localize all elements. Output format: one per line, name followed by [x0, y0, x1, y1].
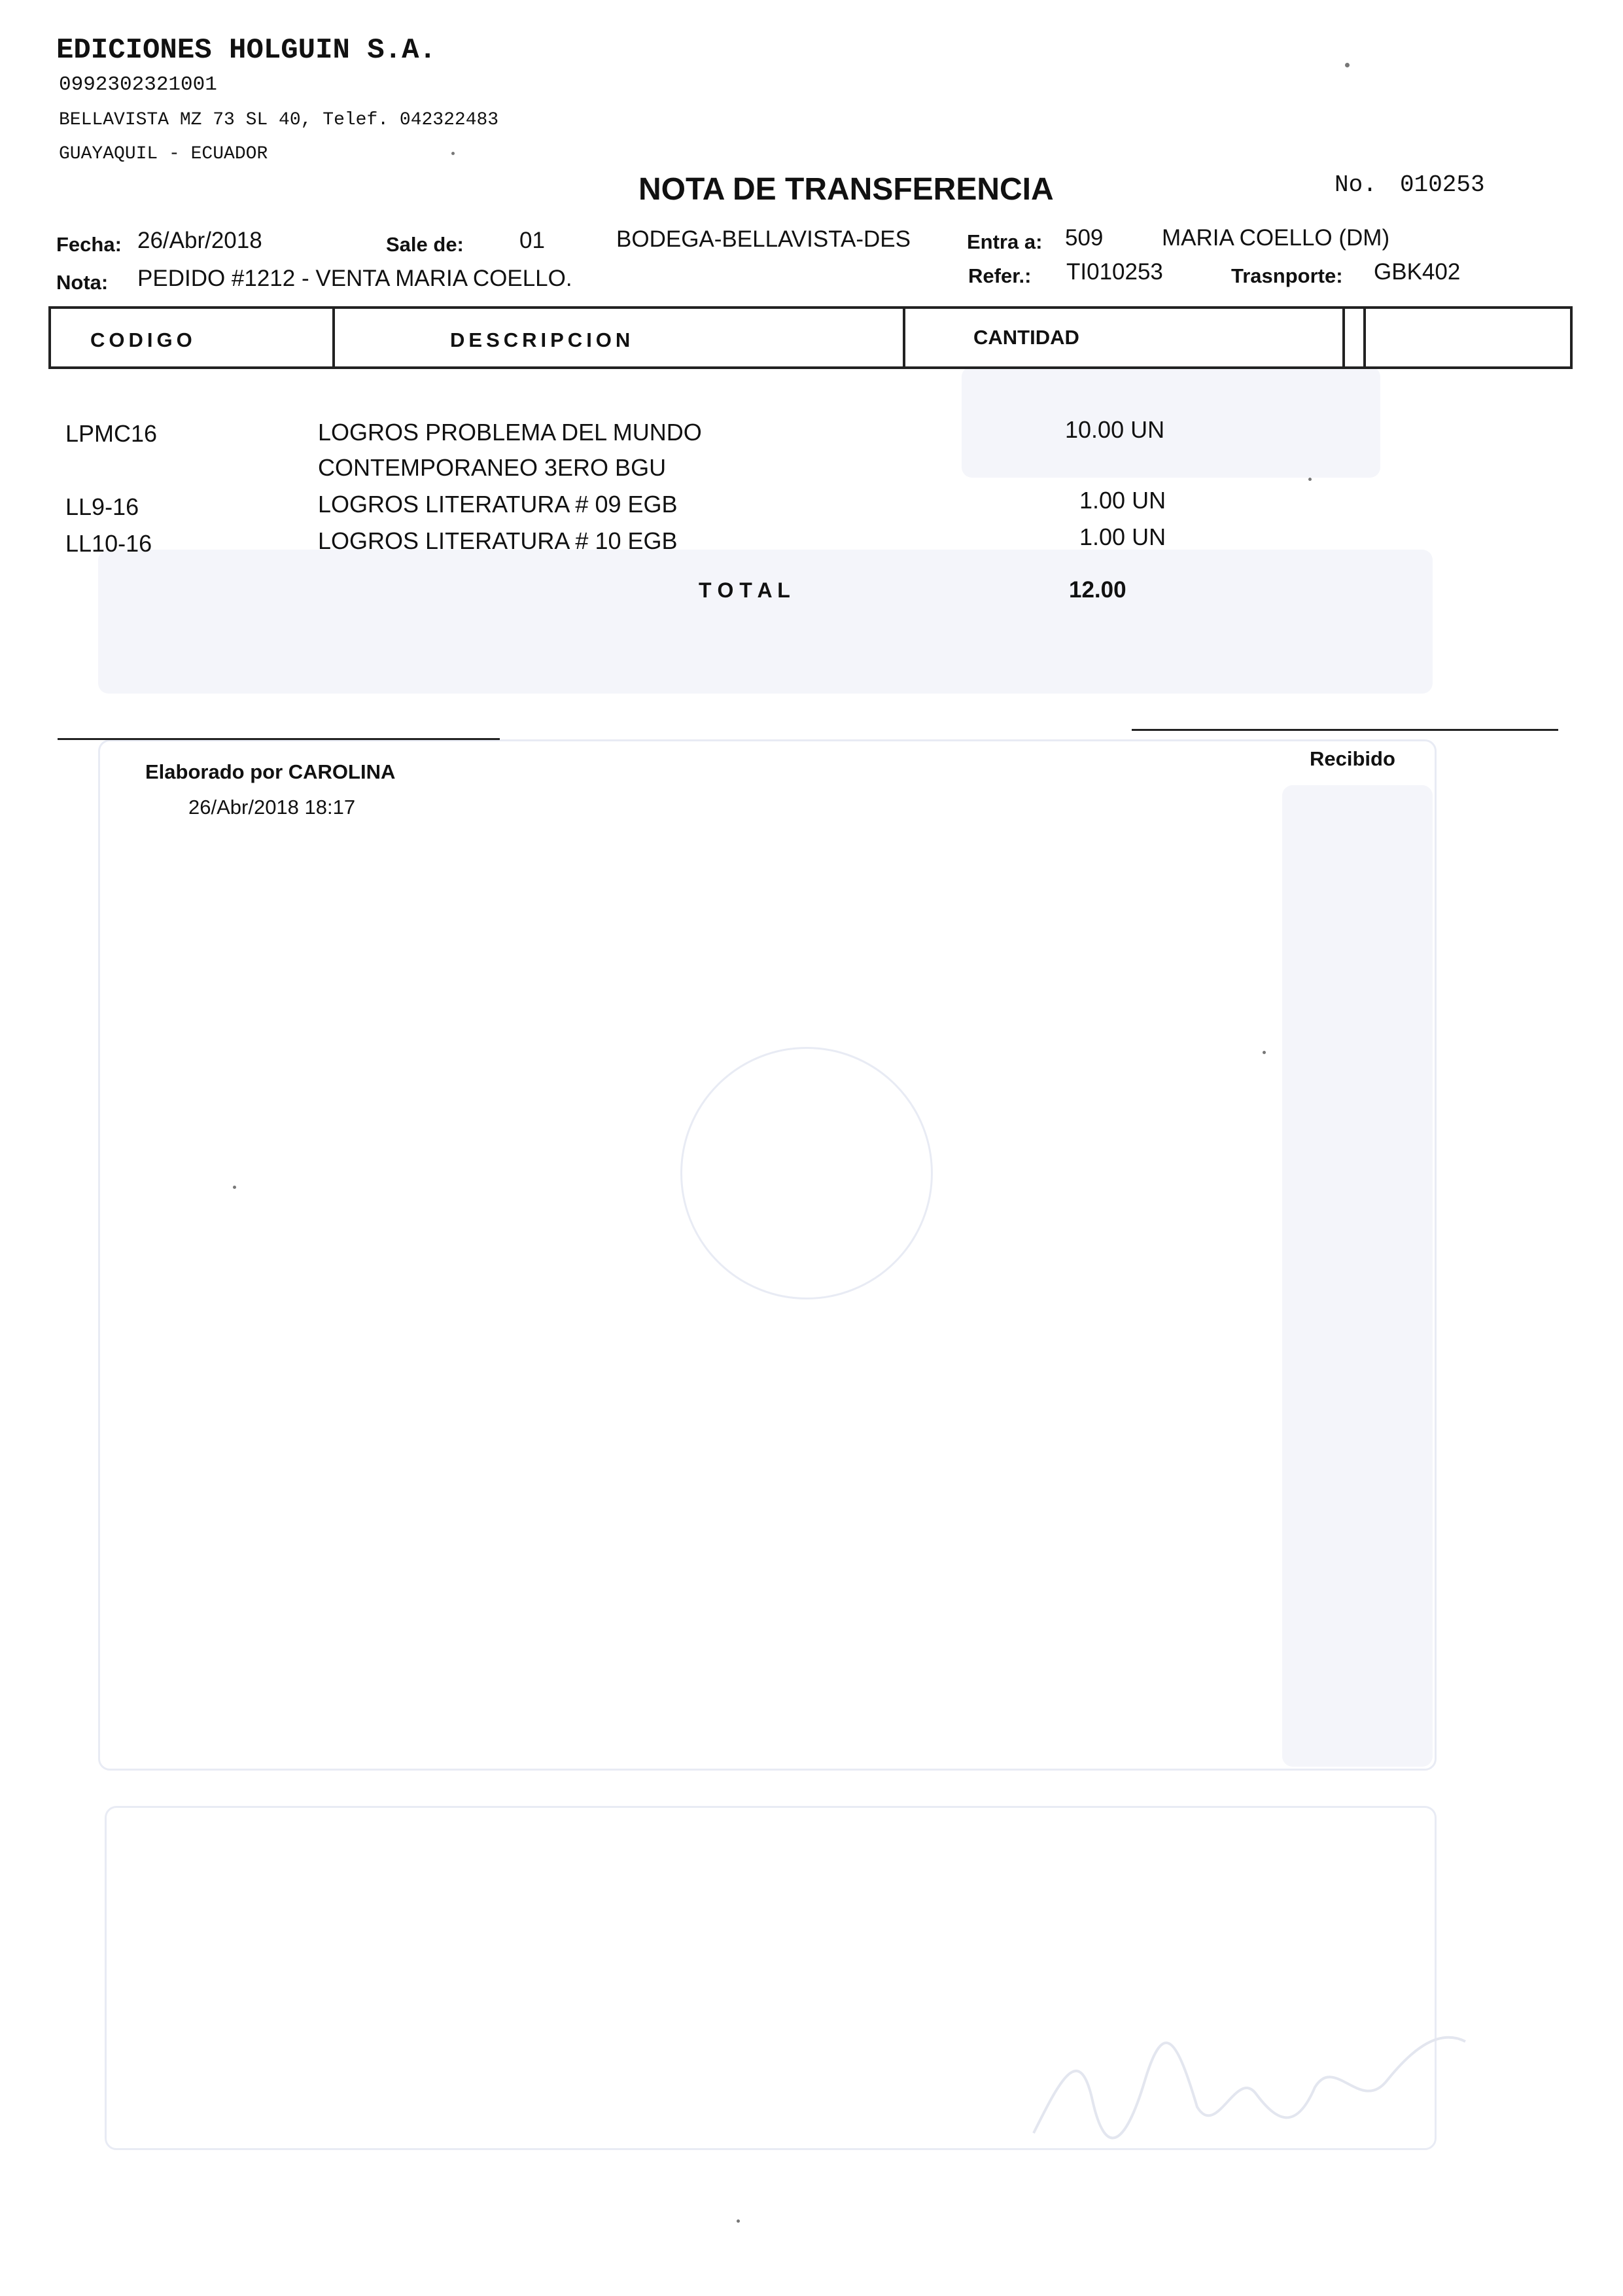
- row-descripcion: LOGROS LITERATURA # 10 EGB: [318, 527, 678, 554]
- table-divider: [1363, 309, 1366, 366]
- row-cantidad: 10.00 UN: [1065, 416, 1165, 443]
- nota-value: PEDIDO #1212 - VENTA MARIA COELLO.: [137, 266, 572, 291]
- row-descripcion: LOGROS PROBLEMA DEL MUNDO: [318, 419, 702, 446]
- row-cantidad: 1.00 UN: [1079, 487, 1166, 514]
- entra-a-code: 509: [1065, 225, 1104, 251]
- background-bleed-box-1: [98, 550, 1433, 694]
- scan-speck: [1308, 478, 1312, 481]
- signature-line-recibido: [1132, 729, 1558, 731]
- background-bleed-box-3: [1282, 785, 1433, 1767]
- background-bleed-circle: [680, 1047, 933, 1299]
- scan-speck: [1263, 1051, 1266, 1054]
- total-label: T O T A L: [699, 578, 790, 602]
- elaborado-timestamp: 26/Abr/2018 18:17: [188, 796, 356, 819]
- refer-label: Refer.:: [968, 264, 1032, 287]
- entra-a-label: Entra a:: [967, 230, 1043, 253]
- scan-speck: [737, 2219, 740, 2223]
- row-descripcion: LOGROS LITERATURA # 09 EGB: [318, 491, 678, 518]
- column-header-codigo: CODIGO: [90, 328, 196, 351]
- company-ruc: 0992302321001: [59, 73, 217, 96]
- table-divider: [903, 309, 905, 366]
- document-title: NOTA DE TRANSFERENCIA: [638, 172, 1054, 207]
- column-header-descripcion: DESCRIPCION: [450, 328, 635, 351]
- table-divider: [332, 309, 335, 366]
- row-codigo: LPMC16: [65, 420, 158, 447]
- fecha-value: 26/Abr/2018: [137, 228, 262, 253]
- document-number: 010253: [1400, 171, 1485, 198]
- table-divider: [1342, 309, 1345, 366]
- scan-speck: [451, 152, 455, 155]
- scan-speck: [1345, 63, 1350, 67]
- fecha-label: Fecha:: [56, 233, 122, 256]
- nota-label: Nota:: [56, 271, 109, 294]
- table-header: [48, 306, 1573, 369]
- signature-line-elaborado: [58, 738, 500, 740]
- total-value: 12.00: [1069, 577, 1126, 603]
- row-descripcion-line2: CONTEMPORANEO 3ERO BGU: [318, 454, 667, 481]
- transporte-value: GBK402: [1374, 259, 1461, 285]
- refer-value: TI010253: [1066, 259, 1163, 285]
- recibido-label: Recibido: [1310, 747, 1395, 770]
- elaborado-por: Elaborado por CAROLINA: [145, 760, 396, 783]
- company-address: BELLAVISTA MZ 73 SL 40, Telef. 042322483: [59, 110, 499, 130]
- company-city: GUAYAQUIL - ECUADOR: [59, 144, 268, 164]
- signature-scribble: [1021, 2002, 1478, 2159]
- scan-speck: [233, 1186, 236, 1189]
- transporte-label: Trasnporte:: [1231, 264, 1343, 287]
- sale-de-name: BODEGA-BELLAVISTA-DES: [616, 226, 911, 252]
- column-header-cantidad: CANTIDAD: [973, 326, 1079, 349]
- entra-a-name: MARIA COELLO (DM): [1162, 225, 1390, 251]
- sale-de-code: 01: [519, 228, 545, 253]
- sale-de-label: Sale de:: [386, 233, 464, 256]
- row-codigo: LL10-16: [65, 530, 152, 557]
- document-number-label: No.: [1335, 171, 1377, 198]
- background-bleed-box-5: [962, 366, 1380, 478]
- company-name: EDICIONES HOLGUIN S.A.: [56, 34, 436, 67]
- row-cantidad: 1.00 UN: [1079, 523, 1166, 550]
- row-codigo: LL9-16: [65, 493, 139, 520]
